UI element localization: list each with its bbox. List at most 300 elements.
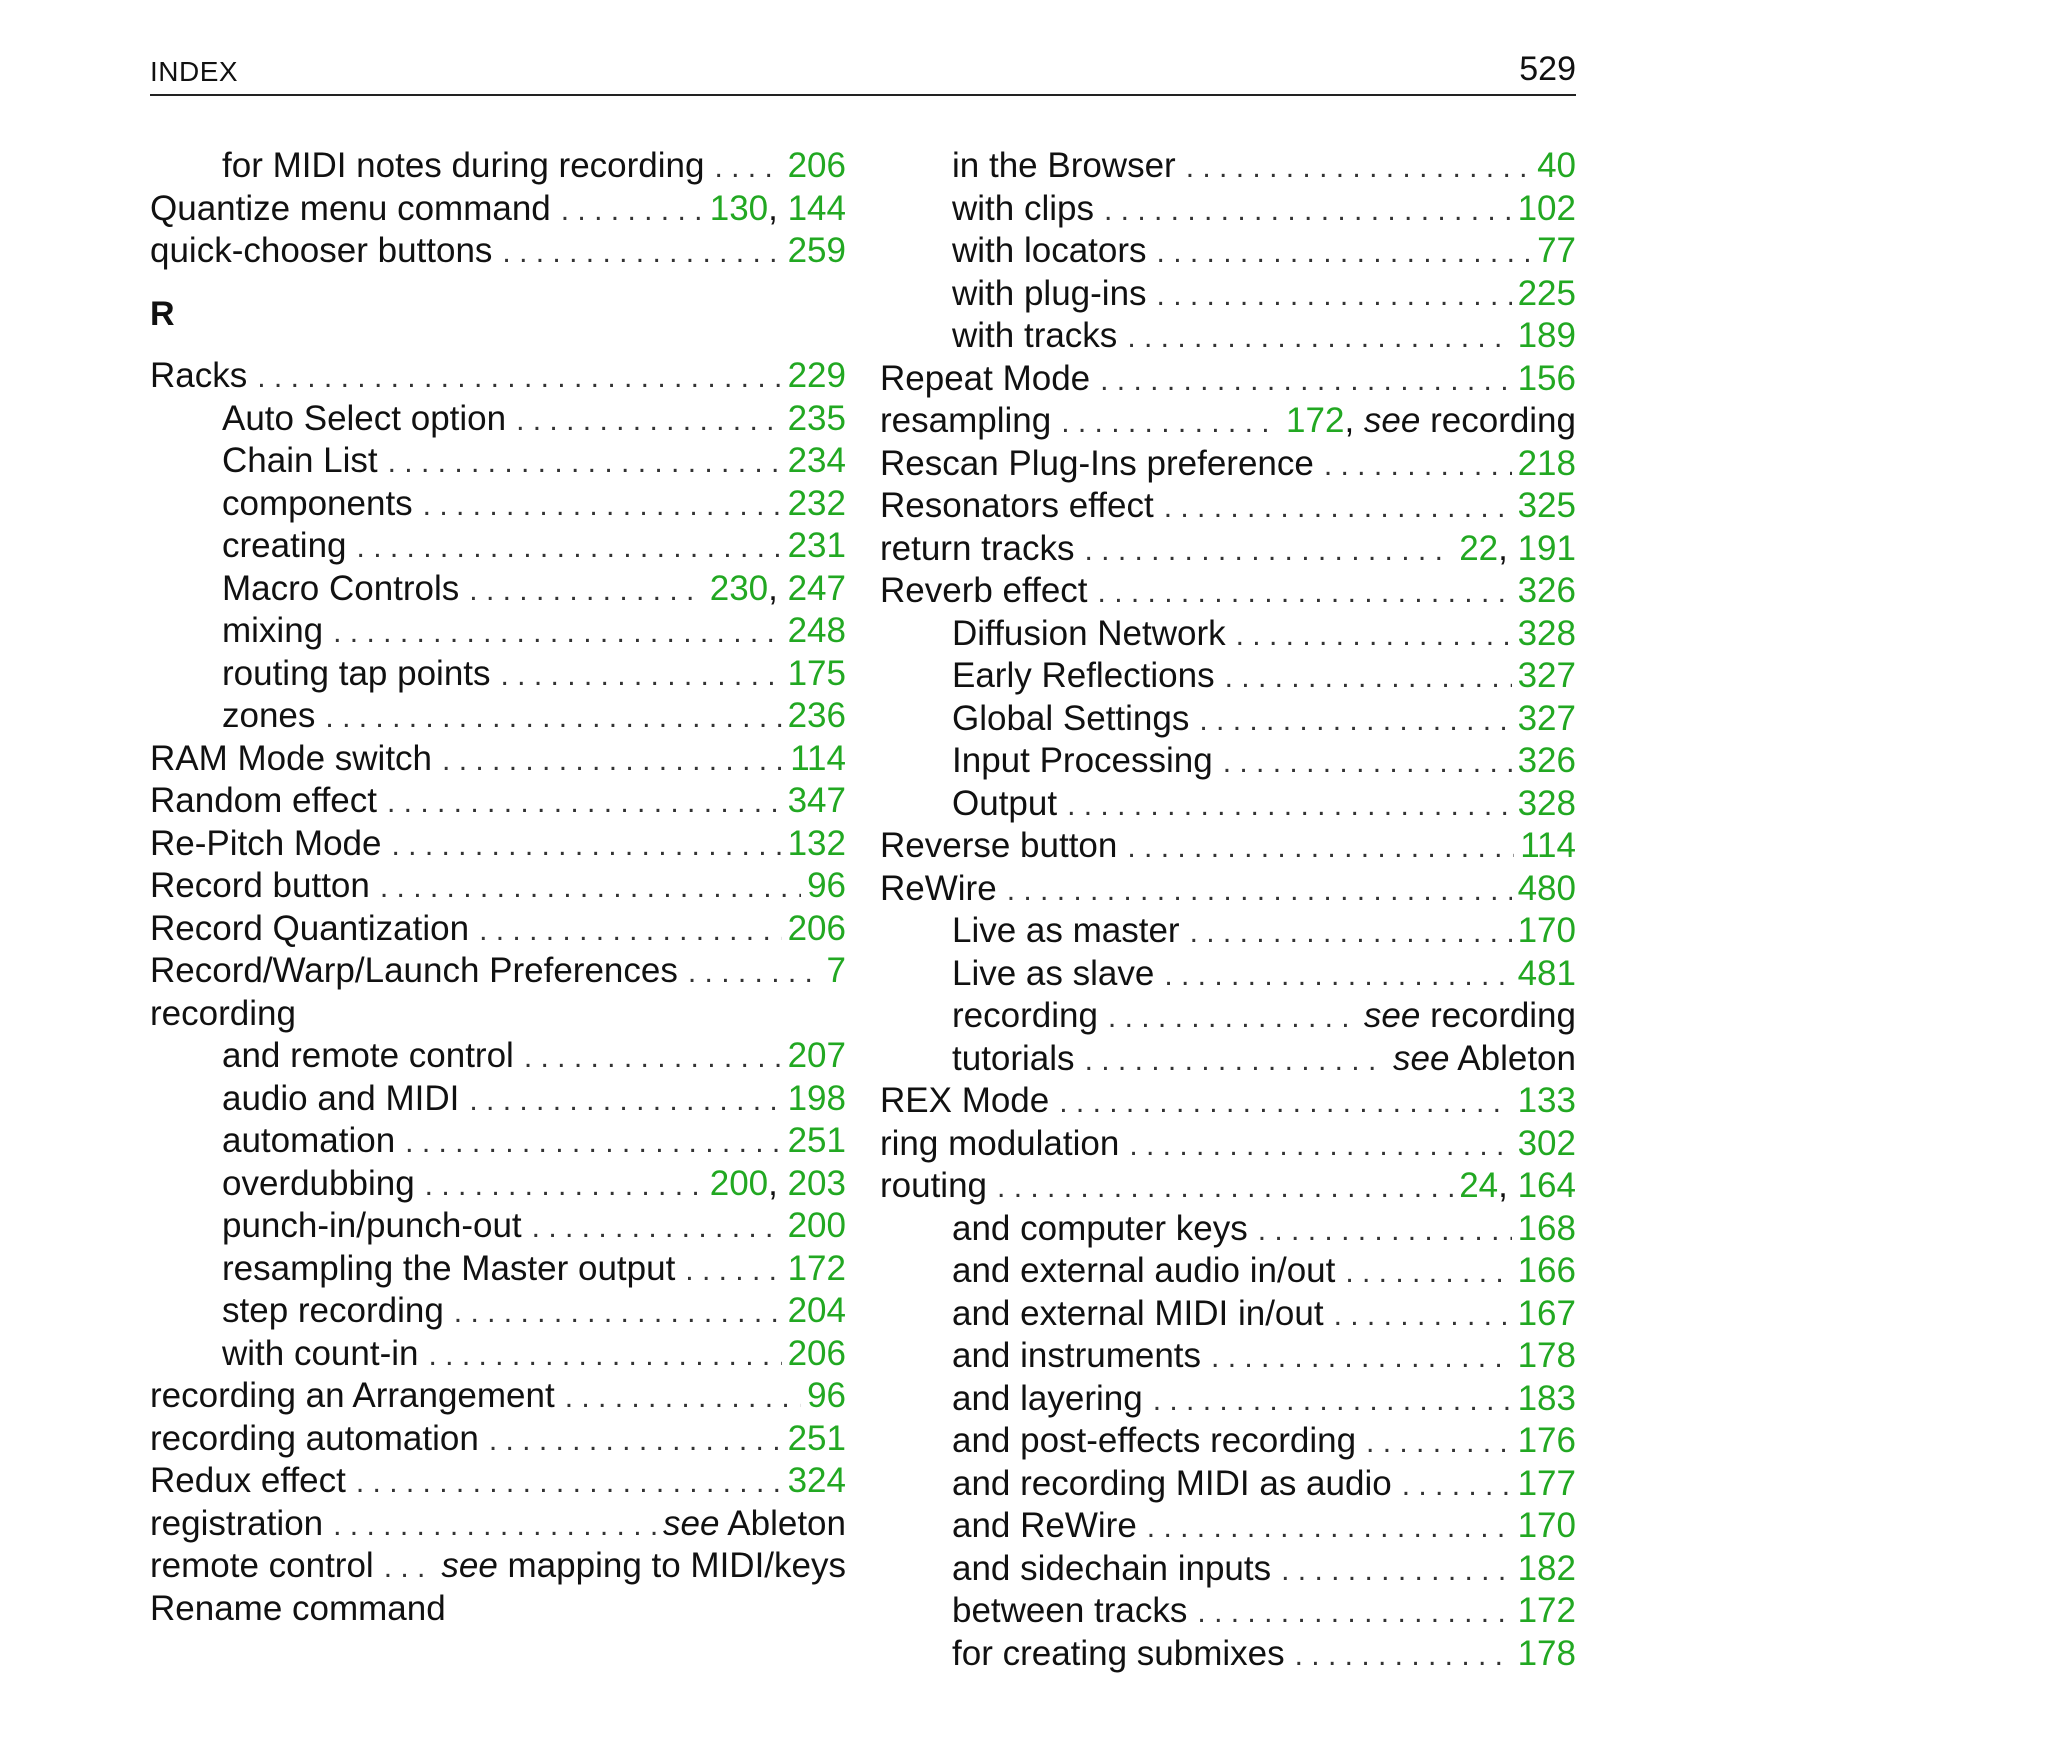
see-reference-target: Ableton	[727, 1503, 846, 1543]
entry-term: Input Processing	[952, 741, 1213, 780]
page-header	[150, 50, 1576, 96]
page-link[interactable]: 22	[1459, 528, 1499, 568]
entry-pages	[1387, 1038, 1576, 1081]
entry-pages	[1512, 613, 1576, 656]
entry-term: Random effect	[150, 781, 377, 820]
entry-term: Quantize menu command	[150, 188, 551, 228]
page-link[interactable]: 259	[787, 231, 846, 270]
entry-pages	[782, 653, 846, 696]
dot-leader	[561, 190, 704, 233]
page-link[interactable]: 324	[787, 1461, 846, 1500]
page-link[interactable]: 164	[1517, 1166, 1576, 1205]
index-subentry	[880, 1250, 1576, 1293]
entry-pages	[782, 1460, 846, 1503]
dot-leader	[1085, 530, 1454, 573]
entry-term: and sidechain inputs	[952, 1548, 1272, 1588]
index-entry	[150, 1418, 846, 1461]
entry-pages	[782, 1078, 846, 1121]
page-link[interactable]: 172	[1286, 401, 1345, 440]
page-link[interactable]: 248	[787, 611, 846, 650]
dot-leader	[688, 952, 821, 995]
dot-leader	[325, 697, 781, 740]
page-link[interactable]: 203	[787, 1163, 846, 1203]
dot-leader	[1190, 912, 1512, 955]
dot-leader	[1059, 1082, 1511, 1125]
index-entry	[150, 865, 846, 908]
page-link[interactable]: 235	[787, 398, 846, 438]
entry-term: overdubbing	[222, 1163, 415, 1203]
index-subentry	[880, 1208, 1576, 1251]
dot-leader	[524, 1037, 782, 1080]
entry-term: and computer keys	[952, 1208, 1248, 1248]
section-letter: R	[150, 294, 175, 333]
entry-term: with plug-ins	[952, 273, 1147, 313]
entry-pages	[1514, 825, 1576, 868]
dot-leader	[1108, 997, 1358, 1040]
entry-term: Resonators effect	[880, 486, 1154, 525]
entry-pages: 230, 247	[709, 568, 846, 608]
index-entry	[150, 1545, 846, 1588]
entry-pages	[657, 1503, 846, 1546]
dot-leader	[479, 910, 782, 953]
dot-leader	[1324, 445, 1512, 488]
entry-pages	[782, 610, 846, 653]
index-entry	[150, 780, 846, 823]
entry-pages	[782, 483, 846, 526]
entry-term: Reverb effect	[880, 571, 1088, 610]
index-subentry	[150, 1333, 846, 1376]
index-subentry	[880, 783, 1576, 826]
entry-pages: 130, 144	[709, 188, 846, 228]
dot-leader	[1402, 1465, 1512, 1508]
entry-term: REX Mode	[880, 1081, 1050, 1120]
page-link[interactable]: 225	[1517, 273, 1576, 313]
page-link[interactable]: 24	[1459, 1166, 1499, 1205]
page-link[interactable]: 207	[787, 1036, 846, 1075]
entry-pages	[1512, 443, 1576, 486]
entry-term: with clips	[952, 188, 1094, 228]
page-link[interactable]: 182	[1517, 1548, 1576, 1588]
page-link[interactable]: 229	[787, 356, 846, 395]
entry-term: Global Settings	[952, 698, 1190, 738]
dot-leader	[428, 1335, 781, 1378]
see-reference-label: see	[1393, 1038, 1450, 1078]
entry-pages	[782, 780, 846, 823]
entry-term: ReWire	[880, 868, 997, 908]
entry-pages	[1512, 1123, 1576, 1166]
page-link[interactable]: 251	[787, 1121, 846, 1160]
entry-term: routing tap points	[222, 653, 491, 693]
entry-pages: 22, 191	[1459, 528, 1576, 568]
page-link[interactable]: 130	[709, 188, 769, 228]
dot-leader	[425, 1165, 704, 1208]
entry-term: with tracks	[952, 316, 1118, 355]
page-link[interactable]: 200	[787, 1206, 846, 1245]
page-link[interactable]: 302	[1517, 1123, 1576, 1163]
page-link[interactable]: 170	[1517, 1506, 1576, 1545]
dot-leader	[1345, 1252, 1511, 1295]
see-reference-target: recording	[1430, 401, 1576, 440]
page-link[interactable]: 247	[787, 568, 846, 608]
entry-term: remote control	[150, 1546, 374, 1585]
dot-leader	[1225, 657, 1512, 700]
page-link[interactable]: 236	[787, 696, 846, 735]
dot-leader	[1147, 1507, 1512, 1550]
page-link[interactable]: 96	[807, 1376, 846, 1415]
index-subentry	[880, 740, 1576, 783]
page-link[interactable]: 102	[1517, 188, 1576, 228]
entry-term: Auto Select option	[222, 398, 507, 438]
running-head: INDEX	[150, 56, 239, 87]
index-subentry	[880, 188, 1576, 231]
entry-pages	[1512, 485, 1576, 528]
index-subentry	[150, 1290, 846, 1333]
entry-pages	[1512, 570, 1576, 613]
entry-pages	[1512, 868, 1576, 911]
entry-term: step recording	[222, 1291, 444, 1330]
entry-pages	[782, 1418, 846, 1461]
page-link[interactable]: 326	[1517, 741, 1576, 780]
entry-term: tutorials	[952, 1038, 1075, 1078]
entry-pages	[782, 440, 846, 483]
page-link[interactable]: 178	[1517, 1633, 1576, 1673]
dot-leader	[1334, 1295, 1512, 1338]
page-link[interactable]: 230	[709, 568, 769, 608]
index-subentry	[150, 1248, 846, 1291]
page-link[interactable]: 170	[1517, 911, 1576, 950]
entry-pages	[1358, 995, 1576, 1038]
entry-term: Record button	[150, 866, 370, 905]
dot-leader	[454, 1292, 782, 1335]
page-link[interactable]: 347	[787, 781, 846, 820]
index-subentry	[880, 1463, 1576, 1506]
page-link[interactable]: 177	[1517, 1463, 1576, 1503]
entry-pages	[1512, 1208, 1576, 1251]
page-link[interactable]: 175	[787, 653, 846, 693]
entry-term: mixing	[222, 611, 324, 650]
dot-leader	[516, 400, 782, 443]
page-link[interactable]: 206	[787, 1333, 846, 1373]
entry-term: and instruments	[952, 1336, 1202, 1375]
dot-leader	[1127, 317, 1511, 360]
page-link[interactable]: 328	[1517, 613, 1576, 653]
entry-term: resampling the Master output	[222, 1248, 676, 1288]
index-subentry	[150, 398, 846, 441]
entry-term: quick-chooser buttons	[150, 231, 493, 270]
page-link[interactable]: 480	[1517, 868, 1576, 908]
entry-pages	[784, 738, 846, 781]
page-link[interactable]: 206	[787, 908, 846, 948]
entry-pages	[1512, 1590, 1576, 1633]
dot-leader	[1366, 1422, 1512, 1465]
dot-leader	[356, 1462, 782, 1505]
entry-term: and remote control	[222, 1036, 514, 1075]
index-subentry	[150, 145, 846, 188]
entry-term: for creating submixes	[952, 1633, 1285, 1673]
page-link[interactable]: 133	[1517, 1081, 1576, 1120]
page-link[interactable]: 172	[1517, 1591, 1576, 1630]
dot-leader	[423, 485, 782, 528]
page-link[interactable]: 234	[787, 441, 846, 480]
index-subentry	[880, 315, 1576, 358]
dot-leader	[469, 570, 703, 613]
dot-leader	[1157, 275, 1512, 318]
dot-leader	[1007, 870, 1512, 913]
entry-pages	[1512, 1293, 1576, 1336]
page-link[interactable]: 132	[787, 823, 846, 863]
index-entry	[880, 1123, 1576, 1166]
index-column-right	[880, 145, 1576, 1675]
entry-pages	[782, 908, 846, 951]
entry-pages: 24, 164	[1459, 1166, 1576, 1205]
page-link[interactable]: 204	[787, 1291, 846, 1330]
dot-leader	[1197, 1592, 1511, 1635]
page-link[interactable]: 114	[1520, 826, 1576, 865]
index-subentry	[150, 1205, 846, 1248]
index-entry	[150, 823, 846, 866]
dot-leader	[1127, 827, 1514, 870]
page-link[interactable]: 77	[1537, 231, 1576, 270]
dot-leader	[532, 1207, 782, 1250]
entry-term: with locators	[952, 231, 1147, 270]
entry-pages	[1512, 783, 1576, 826]
page-link[interactable]: 183	[1517, 1378, 1576, 1418]
dot-leader	[405, 1122, 781, 1165]
entry-pages	[1512, 1633, 1576, 1676]
entry-term: Live as slave	[952, 953, 1155, 993]
entry-term: Early Reflections	[952, 656, 1215, 695]
entry-pages	[782, 695, 846, 738]
dot-leader	[388, 442, 782, 485]
index-entry	[150, 355, 846, 398]
dot-leader	[469, 1080, 781, 1123]
entry-term: in the Browser	[952, 146, 1176, 185]
entry-term: routing	[880, 1166, 988, 1205]
index-subentry	[880, 1335, 1576, 1378]
dot-leader	[1164, 487, 1512, 530]
index-entry	[150, 1588, 846, 1631]
page-link[interactable]: 191	[1517, 528, 1576, 568]
page-link[interactable]: 251	[787, 1418, 846, 1458]
index-column-left	[150, 145, 846, 1630]
index-entry	[150, 738, 846, 781]
entry-pages	[782, 145, 846, 188]
page-link[interactable]: 232	[787, 483, 846, 523]
index-entry	[880, 358, 1576, 401]
index-subentry	[150, 1035, 846, 1078]
page-link[interactable]: 176	[1517, 1421, 1576, 1460]
entry-pages	[782, 1205, 846, 1248]
index-entry	[150, 950, 846, 993]
dot-leader	[333, 612, 781, 655]
entry-term: Racks	[150, 356, 248, 395]
entry-pages	[782, 1333, 846, 1376]
dot-leader	[1236, 615, 1512, 658]
see-reference-label: see	[1363, 401, 1421, 440]
dot-leader	[1153, 1380, 1512, 1423]
page-link[interactable]: 166	[1517, 1251, 1576, 1290]
page-link[interactable]: 481	[1517, 953, 1576, 993]
entry-term: registration	[150, 1503, 324, 1543]
index-subentry	[880, 1633, 1576, 1676]
entry-pages	[1512, 1548, 1576, 1591]
entry-pages	[801, 1375, 846, 1418]
entry-pages: 172, see recording	[1286, 401, 1576, 440]
dot-leader	[1199, 700, 1511, 743]
dot-leader	[1295, 1635, 1512, 1678]
dot-leader	[502, 232, 781, 275]
entry-pages	[782, 1035, 846, 1078]
index-entry	[150, 230, 846, 273]
index-subentry	[880, 698, 1576, 741]
index-entry	[150, 993, 846, 1036]
entry-term: return tracks	[880, 528, 1075, 568]
index-entry	[880, 400, 1576, 443]
page-link[interactable]: 178	[1517, 1336, 1576, 1375]
page-link[interactable]: 40	[1537, 146, 1576, 185]
entry-term: recording an Arrangement	[150, 1376, 555, 1415]
entry-term: with count-in	[222, 1333, 419, 1373]
index-subentry	[880, 1548, 1576, 1591]
entry-term: Redux effect	[150, 1461, 346, 1500]
entry-term: recording	[150, 993, 296, 1033]
page-link[interactable]: 328	[1517, 783, 1576, 823]
entry-term: Record/Warp/Launch Preferences	[150, 951, 678, 990]
index-subentry	[880, 995, 1576, 1038]
entry-pages	[1512, 1378, 1576, 1421]
page-link[interactable]: 231	[787, 526, 846, 565]
entry-pages	[782, 823, 846, 866]
entry-pages	[782, 1120, 846, 1163]
entry-term: automation	[222, 1121, 396, 1160]
entry-pages	[1512, 655, 1576, 698]
see-reference-label: see	[1363, 996, 1421, 1035]
index-entry	[880, 443, 1576, 486]
entry-term: recording	[952, 996, 1098, 1035]
entry-term: Live as master	[952, 911, 1180, 950]
entry-pages	[1512, 188, 1576, 231]
entry-pages	[1512, 1335, 1576, 1378]
index-subentry	[880, 613, 1576, 656]
index-entry	[150, 188, 846, 231]
entry-pages	[782, 355, 846, 398]
index-subentry	[880, 655, 1576, 698]
page-link[interactable]: 144	[787, 188, 846, 228]
entry-term: Re-Pitch Mode	[150, 823, 382, 863]
entry-term: Diffusion Network	[952, 613, 1226, 653]
index-entry	[880, 1165, 1576, 1208]
index-subentry	[880, 910, 1576, 953]
page-link[interactable]: 327	[1517, 698, 1576, 738]
entry-pages	[801, 865, 846, 908]
index-entry	[150, 1375, 846, 1418]
dot-leader	[997, 1167, 1453, 1210]
dot-leader	[489, 1420, 782, 1463]
dot-leader	[1223, 742, 1512, 785]
entry-term: Reverse button	[880, 826, 1118, 865]
dot-leader	[442, 740, 784, 783]
entry-term: recording automation	[150, 1418, 479, 1458]
entry-term: punch-in/punch-out	[222, 1206, 522, 1245]
dot-leader	[1157, 232, 1532, 275]
dot-leader	[1211, 1337, 1512, 1380]
dot-leader	[1258, 1210, 1512, 1253]
index-entry	[880, 825, 1576, 868]
page-link[interactable]: 189	[1517, 316, 1576, 355]
page-link[interactable]: 327	[1517, 656, 1576, 695]
page-link[interactable]: 326	[1517, 571, 1576, 610]
entry-term: Rename command	[150, 1588, 446, 1628]
entry-term: and external MIDI in/out	[952, 1293, 1324, 1333]
index-subentry	[880, 953, 1576, 996]
entry-pages	[1512, 1505, 1576, 1548]
index-subentry	[150, 1163, 846, 1206]
entry-pages	[1531, 230, 1576, 273]
entry-pages	[1512, 1463, 1576, 1506]
dot-leader	[685, 1250, 781, 1293]
dot-leader	[501, 655, 782, 698]
page-link[interactable]: 206	[787, 146, 846, 185]
dot-leader	[387, 782, 782, 825]
index-subentry	[880, 1505, 1576, 1548]
page-link[interactable]: 168	[1517, 1208, 1576, 1248]
entry-pages	[1531, 145, 1576, 188]
index-subentry	[880, 1590, 1576, 1633]
dot-leader	[1186, 147, 1531, 190]
index-entry	[880, 868, 1576, 911]
dot-leader	[333, 1505, 657, 1548]
entry-term: Output	[952, 783, 1058, 823]
index-subentry	[880, 273, 1576, 316]
entry-pages	[1512, 1420, 1576, 1463]
index-entry	[880, 570, 1576, 613]
page-link[interactable]: 7	[826, 951, 846, 990]
index-subentry	[880, 1420, 1576, 1463]
dot-leader	[1061, 402, 1280, 445]
entry-term: Rescan Plug-Ins preference	[880, 443, 1314, 483]
entry-term: between tracks	[952, 1591, 1188, 1630]
entry-term: ring modulation	[880, 1123, 1120, 1163]
entry-term: and recording MIDI as audio	[952, 1463, 1392, 1503]
page-link[interactable]: 218	[1517, 443, 1576, 483]
entry-pages	[821, 950, 846, 993]
page-link[interactable]: 325	[1517, 486, 1576, 525]
index-subentry	[150, 695, 846, 738]
dot-leader	[380, 867, 801, 910]
page-link[interactable]: 156	[1517, 358, 1576, 398]
entry-term: zones	[222, 696, 316, 735]
page-link[interactable]: 198	[787, 1078, 846, 1118]
entry-term: and ReWire	[952, 1506, 1137, 1545]
entry-pages	[1512, 698, 1576, 741]
entry-term: and post-effects recording	[952, 1421, 1357, 1460]
index-subentry	[880, 230, 1576, 273]
page-link[interactable]: 114	[790, 738, 846, 778]
dot-leader	[1281, 1550, 1511, 1593]
see-reference-target: mapping to MIDI/keys	[507, 1546, 846, 1585]
entry-pages	[1512, 953, 1576, 996]
entry-term: creating	[222, 526, 347, 565]
entry-term: resampling	[880, 401, 1052, 440]
index-subentry	[150, 440, 846, 483]
page-link[interactable]: 172	[787, 1248, 846, 1288]
page-link[interactable]: 167	[1517, 1293, 1576, 1333]
entry-pages	[1512, 910, 1576, 953]
page-link[interactable]: 200	[709, 1163, 769, 1203]
index-entry	[150, 1460, 846, 1503]
dot-leader	[1129, 1125, 1511, 1168]
page-link[interactable]: 96	[807, 866, 846, 905]
